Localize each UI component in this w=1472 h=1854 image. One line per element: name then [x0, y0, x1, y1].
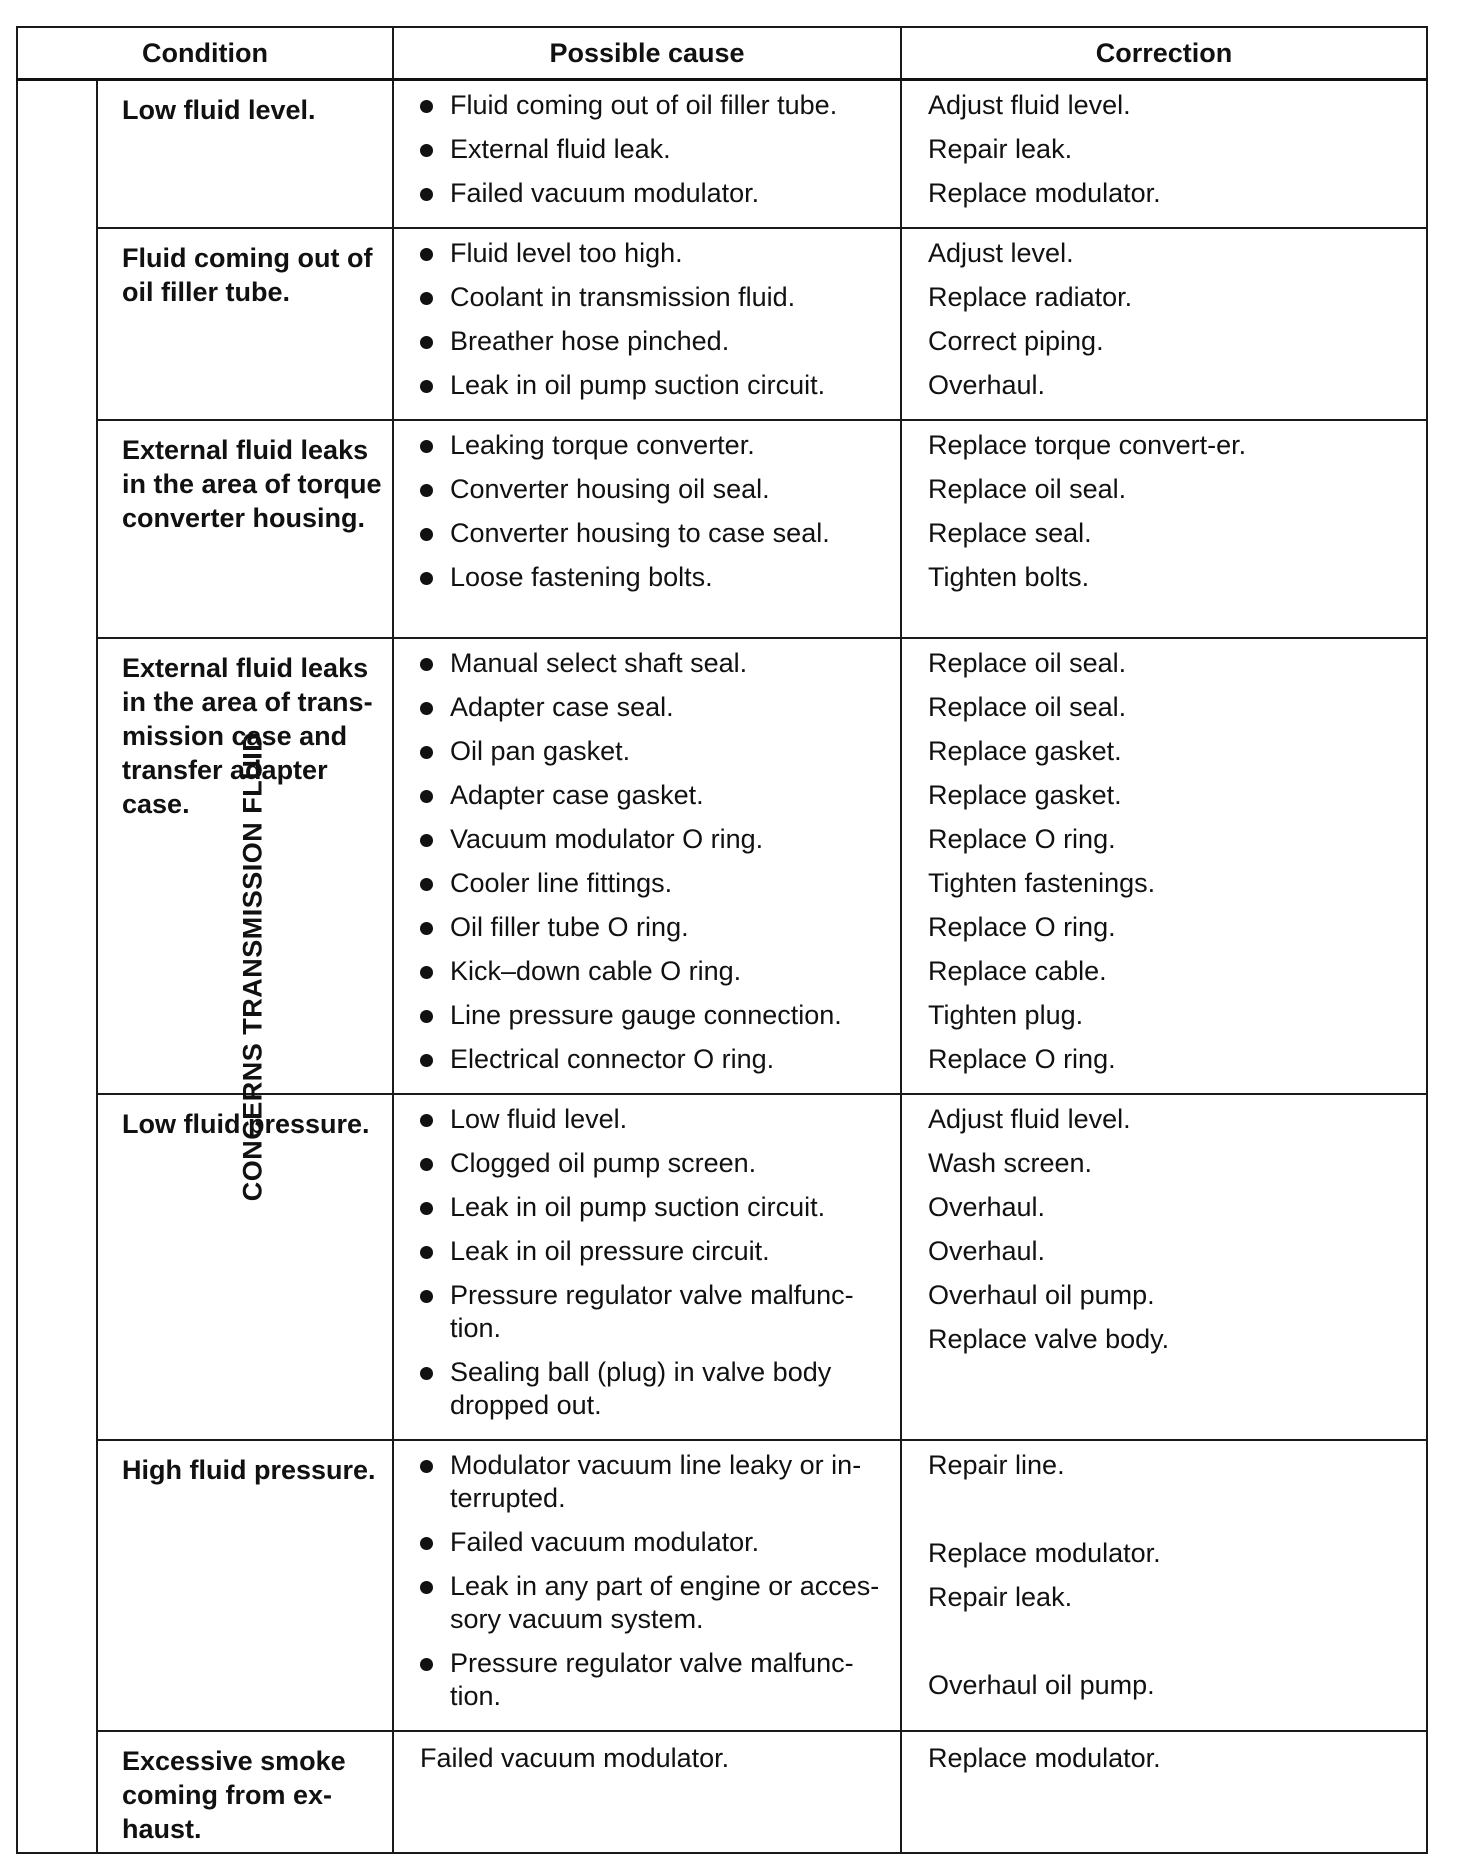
cause-item: Clogged oil pump screen.	[420, 1147, 890, 1180]
condition-cell: Low fluid level.	[97, 80, 393, 229]
correction-item: Replace seal.	[928, 518, 1092, 548]
bullet-icon	[420, 1246, 433, 1259]
correction-item: Replace O ring.	[928, 1044, 1116, 1074]
correction-item: Replace cable.	[928, 956, 1107, 986]
cause-item: Oil pan gasket.	[420, 735, 890, 768]
cause-item: Adapter case seal.	[420, 691, 890, 724]
bullet-icon	[420, 1581, 433, 1594]
table-row	[17, 1731, 1427, 1853]
side-category-label: CONCERNS TRANSMISSION FLUID	[237, 731, 268, 1202]
cause-item: Fluid level too high.	[420, 237, 890, 270]
bullet-icon	[420, 292, 433, 305]
header-row	[17, 27, 1427, 80]
table-row	[17, 228, 1427, 420]
correction-item: Replace radiator.	[928, 282, 1133, 312]
condition-cell: External fluid leaks in the area of torque converter housing.	[97, 420, 393, 638]
bullet-icon	[420, 1290, 433, 1303]
table-row	[17, 638, 1427, 1094]
cause-item: Leak in oil pressure circuit.	[420, 1235, 890, 1268]
bullet-icon	[420, 1658, 433, 1671]
correction-item: Adjust fluid level.	[928, 1104, 1131, 1134]
bullet-icon	[420, 922, 433, 935]
header-condition: Condition	[17, 27, 393, 80]
bullet-icon	[420, 1158, 433, 1171]
correction-item: Repair leak.	[928, 134, 1073, 164]
spacer	[928, 1493, 1416, 1526]
cause-cell	[393, 228, 901, 420]
correction-item: Adjust fluid level.	[928, 90, 1131, 120]
cause-text: Failed vacuum modulator.	[420, 1743, 730, 1773]
correction-item: Tighten bolts.	[928, 562, 1090, 592]
cause-cell	[393, 1440, 901, 1731]
bullet-icon	[420, 336, 433, 349]
correction-item: Overhaul oil pump.	[928, 1280, 1155, 1310]
bullet-icon	[420, 1460, 433, 1473]
cause-item: Leak in any part of engine or acces-sory vacuum system.	[420, 1570, 890, 1636]
bullet-icon	[420, 188, 433, 201]
condition-cell: Fluid coming out of oil filler tube.	[97, 228, 393, 420]
cause-item: Converter housing oil seal.	[420, 473, 890, 506]
cause-item: Leak in oil pump suction circuit.	[420, 369, 890, 402]
cause-item: Coolant in transmission fluid.	[420, 281, 890, 314]
correction-cell	[901, 638, 1427, 1094]
correction-item: Replace O ring.	[928, 824, 1116, 854]
bullet-icon	[420, 248, 433, 261]
correction-item: Replace oil seal.	[928, 692, 1127, 722]
cause-item: Failed vacuum modulator.	[420, 177, 890, 210]
bullet-icon	[420, 1010, 433, 1023]
cause-item: Loose fastening bolts.	[420, 561, 890, 594]
cause-item: Leak in oil pump suction circuit.	[420, 1191, 890, 1224]
correction-item: Replace gasket.	[928, 780, 1122, 810]
correction-cell	[901, 420, 1427, 638]
bullet-icon	[420, 658, 433, 671]
correction-item: Repair line.	[928, 1450, 1065, 1480]
cause-item: Failed vacuum modulator.	[420, 1526, 890, 1559]
cause-item: External fluid leak.	[420, 133, 890, 166]
header-possible-cause: Possible cause	[393, 27, 901, 80]
cause-item: Electrical connector O ring.	[420, 1043, 890, 1076]
cause-item: Low fluid level.	[420, 1103, 890, 1136]
bullet-icon	[420, 790, 433, 803]
cause-cell	[393, 80, 901, 229]
bullet-icon	[420, 1202, 433, 1215]
correction-item: Replace valve body.	[928, 1324, 1170, 1354]
correction-cell	[901, 1094, 1427, 1440]
cause-item: Line pressure gauge connection.	[420, 999, 890, 1032]
bullet-icon	[420, 144, 433, 157]
bullet-icon	[420, 1367, 433, 1380]
cause-item: Oil filler tube O ring.	[420, 911, 890, 944]
cause-item: Sealing ball (plug) in valve body dropped out.	[420, 1356, 890, 1422]
cause-item: Pressure regulator valve malfunc-tion.	[420, 1279, 890, 1345]
cause-cell	[393, 638, 901, 1094]
bullet-icon	[420, 380, 433, 393]
correction-item: Replace O ring.	[928, 912, 1116, 942]
correction-cell	[901, 1440, 1427, 1731]
bullet-icon	[420, 100, 433, 113]
correction-item: Replace gasket.	[928, 736, 1122, 766]
table-row	[17, 80, 1427, 229]
bullet-icon	[420, 440, 433, 453]
bullet-icon	[420, 1114, 433, 1127]
cause-item: Modulator vacuum line leaky or in-terrupted.	[420, 1449, 890, 1515]
cause-item: Manual select shaft seal.	[420, 647, 890, 680]
correction-cell	[901, 80, 1427, 229]
bullet-icon	[420, 834, 433, 847]
bullet-icon	[420, 702, 433, 715]
cause-cell	[393, 1094, 901, 1440]
condition-cell: Excessive smoke coming from ex-haust.	[97, 1731, 393, 1853]
cause-item: Adapter case gasket.	[420, 779, 890, 812]
cause-item: Fluid coming out of oil filler tube.	[420, 89, 890, 122]
cause-item: Breather hose pinched.	[420, 325, 890, 358]
spacer	[928, 1625, 1416, 1658]
cause-item: Vacuum modulator O ring.	[420, 823, 890, 856]
correction-item: Correct piping.	[928, 326, 1104, 356]
correction-item: Adjust level.	[928, 238, 1074, 268]
cause-item: Leaking torque converter.	[420, 429, 890, 462]
correction-item: Repair leak.	[928, 1582, 1073, 1612]
table-row	[17, 1440, 1427, 1731]
correction-cell	[901, 228, 1427, 420]
correction-item: Overhaul oil pump.	[928, 1670, 1155, 1700]
condition-cell: High fluid pressure.	[97, 1440, 393, 1731]
cause-item: Converter housing to case seal.	[420, 517, 890, 550]
correction-item: Replace oil seal.	[928, 474, 1127, 504]
cause-item: Cooler line fittings.	[420, 867, 890, 900]
bullet-icon	[420, 966, 433, 979]
bullet-icon	[420, 484, 433, 497]
correction-item: Wash screen.	[928, 1148, 1093, 1178]
correction-item: Tighten fastenings.	[928, 868, 1156, 898]
bullet-icon	[420, 1537, 433, 1550]
cause-cell	[393, 1731, 901, 1853]
correction-text: Replace modulator.	[928, 1743, 1161, 1773]
cause-item: Pressure regulator valve malfunc-tion.	[420, 1647, 890, 1713]
bullet-icon	[420, 878, 433, 891]
bullet-icon	[420, 746, 433, 759]
correction-item: Overhaul.	[928, 1192, 1046, 1222]
correction-item: Replace torque convert-er.	[928, 430, 1247, 460]
condition-cell: External fluid leaks in the area of trans-mission case and transfer adapter case.	[97, 638, 393, 1094]
correction-item: Tighten plug.	[928, 1000, 1084, 1030]
troubleshooting-table-page	[16, 26, 1426, 1844]
header-correction: Correction	[901, 27, 1427, 80]
cause-cell	[393, 420, 901, 638]
table-row	[17, 1094, 1427, 1440]
table-row	[17, 420, 1427, 638]
troubleshooting-table	[16, 26, 1428, 1854]
correction-item: Replace oil seal.	[928, 648, 1127, 678]
bullet-icon	[420, 572, 433, 585]
condition-cell: Low fluid pressure.	[97, 1094, 393, 1440]
correction-item: Overhaul.	[928, 1236, 1046, 1266]
correction-item: Replace modulator.	[928, 178, 1161, 208]
bullet-icon	[420, 528, 433, 541]
bullet-icon	[420, 1054, 433, 1067]
correction-item: Overhaul.	[928, 370, 1046, 400]
cause-item: Kick–down cable O ring.	[420, 955, 890, 988]
correction-cell	[901, 1731, 1427, 1853]
correction-item: Replace modulator.	[928, 1538, 1161, 1568]
